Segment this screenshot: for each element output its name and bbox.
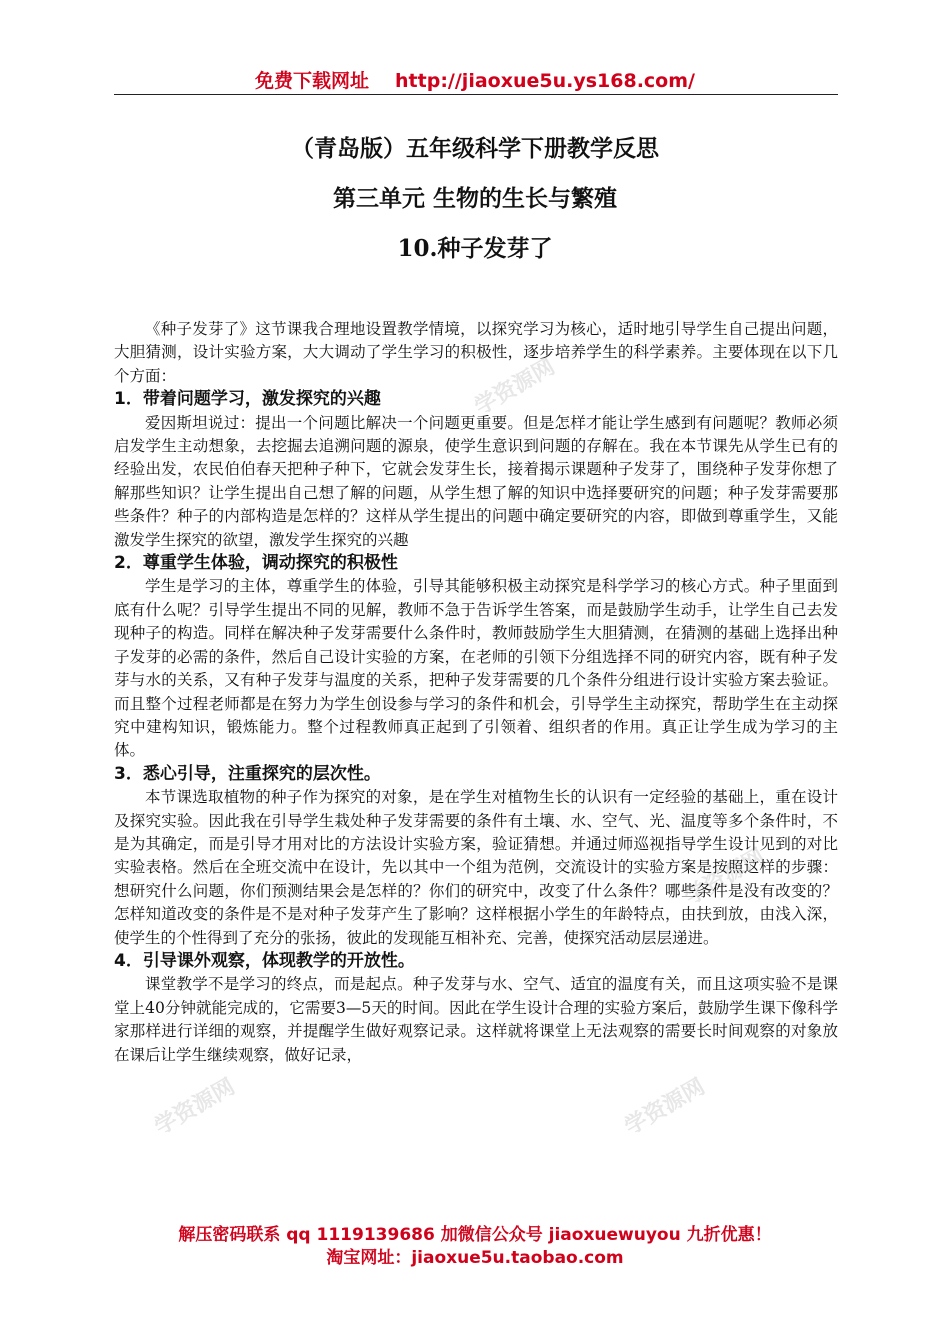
section-heading: 2．尊重学生体验，调动探究的积极性: [114, 553, 398, 574]
intro-paragraph: 《种子发芽了》这节课我合理地设置教学情境，以探究学习为核心，适时地引导学生自己提出问题，大胆猜测，设计实验方案，大大调动了学生学习的积极性，逐步培养学生的科学素养。主要体现在以下几个方面：: [114, 320, 838, 385]
watermark-logo: 学资源网: [680, 844, 770, 911]
document-title: （青岛版）五年级科学下册教学反思: [291, 135, 659, 162]
section-heading: 4．引导课外观察，体现教学的开放性。: [114, 950, 415, 971]
section-paragraph: 爱因斯坦说过：提出一个问题比解决一个问题更重要。但是怎样才能让学生感到有问题呢？教师必须启发学生主动想象，去挖掘去追溯问题的源泉，使学生意识到问题的存解在。我在本节课先从学生已有的经验出发，农民伯伯春天把种子种下，它就会发芽生长，接着揭示课题种子发芽了，围绕种子发芽你想了解那些知识？让学生提出自己想了解的问题，从学生想了解的知识中选择要研究的问题；种子发芽需要那些条件？种子的内部构造是怎样的？这样从学生提出的问题中确定要研究的内容，即做到尊重学生，又能激发学生探究的欲望，激发学生探究的兴趣: [114, 413, 838, 549]
section-heading: 1．带着问题学习，激发探究的兴趣: [114, 389, 381, 410]
section-paragraph: 学生是学习的主体，尊重学生的体验，引导其能够积极主动探究是科学学习的核心方式。种子里面到底有什么呢？引导学生提出不同的见解，教师不急于告诉学生答案，而是鼓励学生动手，让学生自己去发现种子的构造。同样在解决种子发芽需要什么条件时，教师鼓励学生大胆猜测，在猜测的基础上选择出种子发芽的必需的条件，然后自己设计实验的方案，在老师的引领下分组选择不同的研究内容，既有种子发芽与水的关系，又有种子发芽与温度的关系，把种子发芽需要的几个条件分组进行设计实验方案去验证。而且整个过程老师都是在努力为学生创设参与学习的条件和机会，引导学生主动探究，帮助学生在主动探究中建构知识，锻炼能力。整个过程教师真正起到了引领着、组织者的作用。真正让学生成为学习的主体。: [114, 577, 838, 760]
watermark-logo: 学资源网: [150, 1074, 240, 1141]
section-paragraph: 课堂教学不是学习的终点，而是起点。种子发芽与水、空气、适宜的温度有关，而且这项实验不是课堂上40分钟就能完成的，它需要3—5天的时间。因此在学生设计合理的实验方案后，鼓励学生课下像科学家那样进行详细的观察，并提醒学生做好观察记录。这样就将课堂上无法观察的需要长时间观察的对象放在课后让学生继续观察，做好记录，: [114, 975, 838, 1064]
footer-shop-link[interactable]: 淘宝网址：jiaoxue5u.taobao.com: [326, 1248, 624, 1268]
footer-contact: 解压密码联系 qq 1119139686 加微信公众号 jiaoxuewuyou 九折优惠！: [178, 1225, 772, 1245]
section-paragraph: 本节课选取植物的种子作为探究的对象，是在学生对植物生长的认识有一定经验的基础上，重在设计及探究实验。因此我在引导学生栽处种子发芽需要的条件有土壤、水、空气、光、温度等多个条件时，不是为其确定，而是引导才用对比的方法设计实验方案，验证猜想。并通过师巡视指导学生设计见到的对比实验表格。然后在全班交流中在设计，先以其中一个组为范例，交流设计的实验方案是按照这样的步骤：想研究什么问题，你们预测结果会是怎样的？你们的研究中，改变了什么条件？哪些条件是没有改变的？怎样知道改变的条件是不是对种子发芽产生了影响？这样根据小学生的年龄特点，由扶到放，由浅入深，使学生的个性得到了充分的张扬，彼此的发现能互相补充、完善，使探究活动层层递进。: [114, 788, 838, 947]
header-divider: [114, 94, 838, 95]
document-body: [114, 318, 838, 1067]
download-header[interactable]: [0, 66, 950, 93]
section-heading: 3．悉心引导，注重探究的层次性。: [114, 763, 381, 784]
lesson-title: 10.种子发芽了: [397, 235, 553, 262]
watermark-logo: 学资源网: [470, 354, 560, 421]
header-site-url[interactable]: http://jiaoxue5u.ys168.com/: [395, 70, 695, 92]
header-site-label: 免费下载网址: [255, 70, 370, 92]
unit-title: 第三单元 生物的生长与繁殖: [332, 185, 617, 212]
watermark-logo: 学资源网: [620, 1074, 710, 1141]
